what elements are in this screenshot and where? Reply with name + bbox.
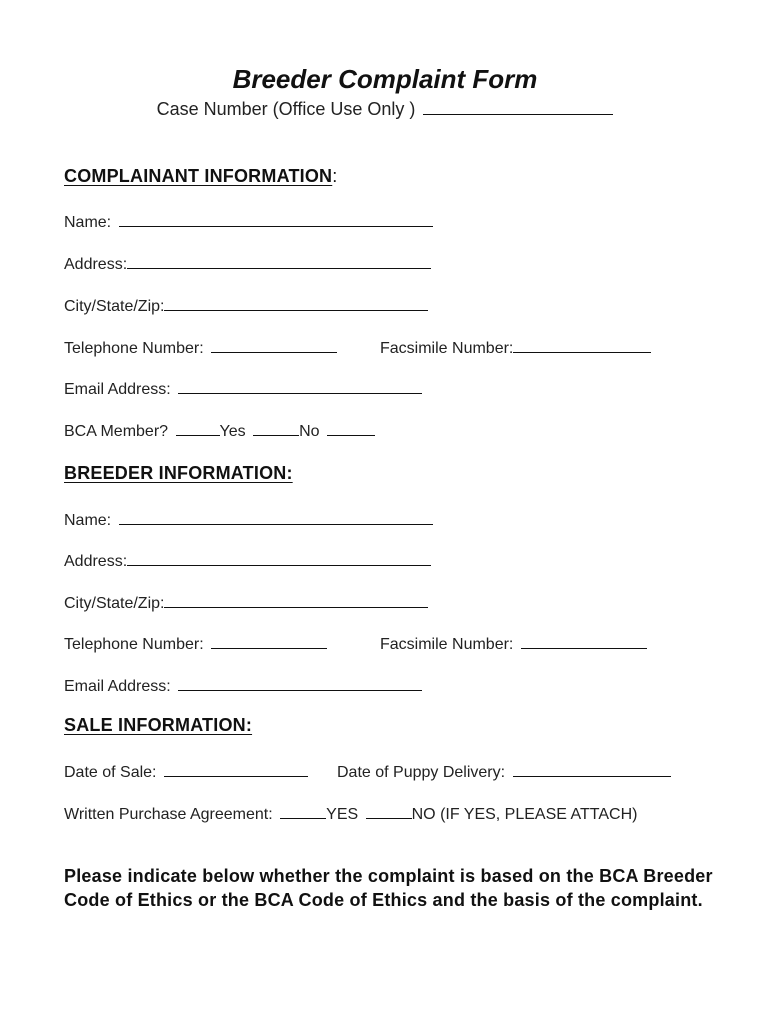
bca-no-label: No — [299, 423, 320, 440]
complainant-section-heading — [64, 166, 337, 187]
bca-no-field[interactable] — [253, 419, 299, 436]
complainant-telephone-label: Telephone Number: — [64, 340, 204, 357]
complainant-name-row — [64, 210, 433, 232]
puppy-delivery-field[interactable] — [513, 760, 671, 777]
breeder-address-field[interactable] — [127, 549, 431, 566]
breeder-email-label: Email Address: — [64, 678, 171, 695]
puppy-delivery-row — [337, 760, 671, 782]
complainant-heading-text: COMPLAINANT INFORMATION — [64, 166, 333, 186]
bca-member-label: BCA Member? — [64, 423, 169, 440]
complainant-city-field[interactable] — [164, 294, 428, 311]
complainant-telephone-row — [64, 336, 337, 358]
puppy-delivery-label: Date of Puppy Delivery: — [337, 764, 506, 781]
complainant-fax-field[interactable] — [513, 336, 651, 353]
date-of-sale-field[interactable] — [164, 760, 308, 777]
breeder-telephone-field[interactable] — [211, 632, 327, 649]
breeder-name-label: Name: — [64, 512, 112, 529]
complainant-address-label: Address: — [64, 256, 128, 273]
breeder-address-row — [64, 549, 431, 571]
date-of-sale-row — [64, 760, 308, 782]
complainant-address-field[interactable] — [127, 252, 431, 269]
complainant-address-row — [64, 252, 431, 274]
complainant-telephone-field[interactable] — [211, 336, 337, 353]
case-number-label: Case Number (Office Use Only ) — [156, 99, 416, 119]
complainant-fax-row — [380, 336, 651, 358]
sale-section-heading — [64, 715, 252, 736]
complainant-heading-colon: : — [332, 166, 338, 186]
breeder-email-field[interactable] — [178, 674, 422, 691]
breeder-fax-field[interactable] — [521, 632, 647, 649]
complainant-email-field[interactable] — [178, 377, 422, 394]
complainant-email-row — [64, 377, 422, 399]
breeder-telephone-label: Telephone Number: — [64, 636, 204, 653]
breeder-heading-text: BREEDER INFORMATION: — [64, 463, 293, 483]
bca-yes-label: Yes — [219, 423, 246, 440]
agreement-yes-label: YES — [326, 806, 359, 823]
breeder-telephone-row — [64, 632, 327, 654]
bca-member-row — [64, 419, 375, 441]
date-of-sale-label: Date of Sale: — [64, 764, 157, 781]
case-number-field[interactable] — [423, 98, 613, 115]
complainant-email-label: Email Address: — [64, 381, 171, 398]
form-title: Breeder Complaint Form — [232, 64, 538, 94]
complainant-name-label: Name: — [64, 214, 112, 231]
agreement-no-label: NO (IF YES, PLEASE ATTACH) — [411, 806, 638, 823]
bca-yes-field[interactable] — [176, 419, 220, 436]
purchase-agreement-row — [64, 802, 637, 824]
breeder-city-field[interactable] — [164, 591, 428, 608]
breeder-fax-row — [380, 632, 647, 654]
complaint-basis-instruction: Please indicate below whether the complaint is based on the BCA Breeder Code of Ethics or the BCA Code of Ethics and the basis of the complaint. — [64, 866, 713, 910]
breeder-section-heading — [64, 463, 293, 484]
breeder-city-row — [64, 591, 428, 613]
breeder-city-label: City/State/Zip: — [64, 595, 165, 612]
sale-heading-text: SALE INFORMATION: — [64, 715, 253, 735]
breeder-fax-label: Facsimile Number: — [380, 636, 514, 653]
agreement-yes-field[interactable] — [280, 802, 326, 819]
case-number-row — [0, 98, 770, 120]
complainant-city-label: City/State/Zip: — [64, 298, 165, 315]
complainant-fax-label: Facsimile Number: — [380, 340, 514, 357]
purchase-agreement-label: Written Purchase Agreement: — [64, 806, 273, 823]
breeder-name-row — [64, 508, 433, 530]
complainant-name-field[interactable] — [119, 210, 433, 227]
breeder-name-field[interactable] — [119, 508, 433, 525]
complainant-city-row — [64, 294, 428, 316]
bca-trailing-field[interactable] — [327, 419, 375, 436]
agreement-no-field[interactable] — [366, 802, 412, 819]
breeder-email-row — [64, 674, 422, 696]
breeder-address-label: Address: — [64, 553, 128, 570]
